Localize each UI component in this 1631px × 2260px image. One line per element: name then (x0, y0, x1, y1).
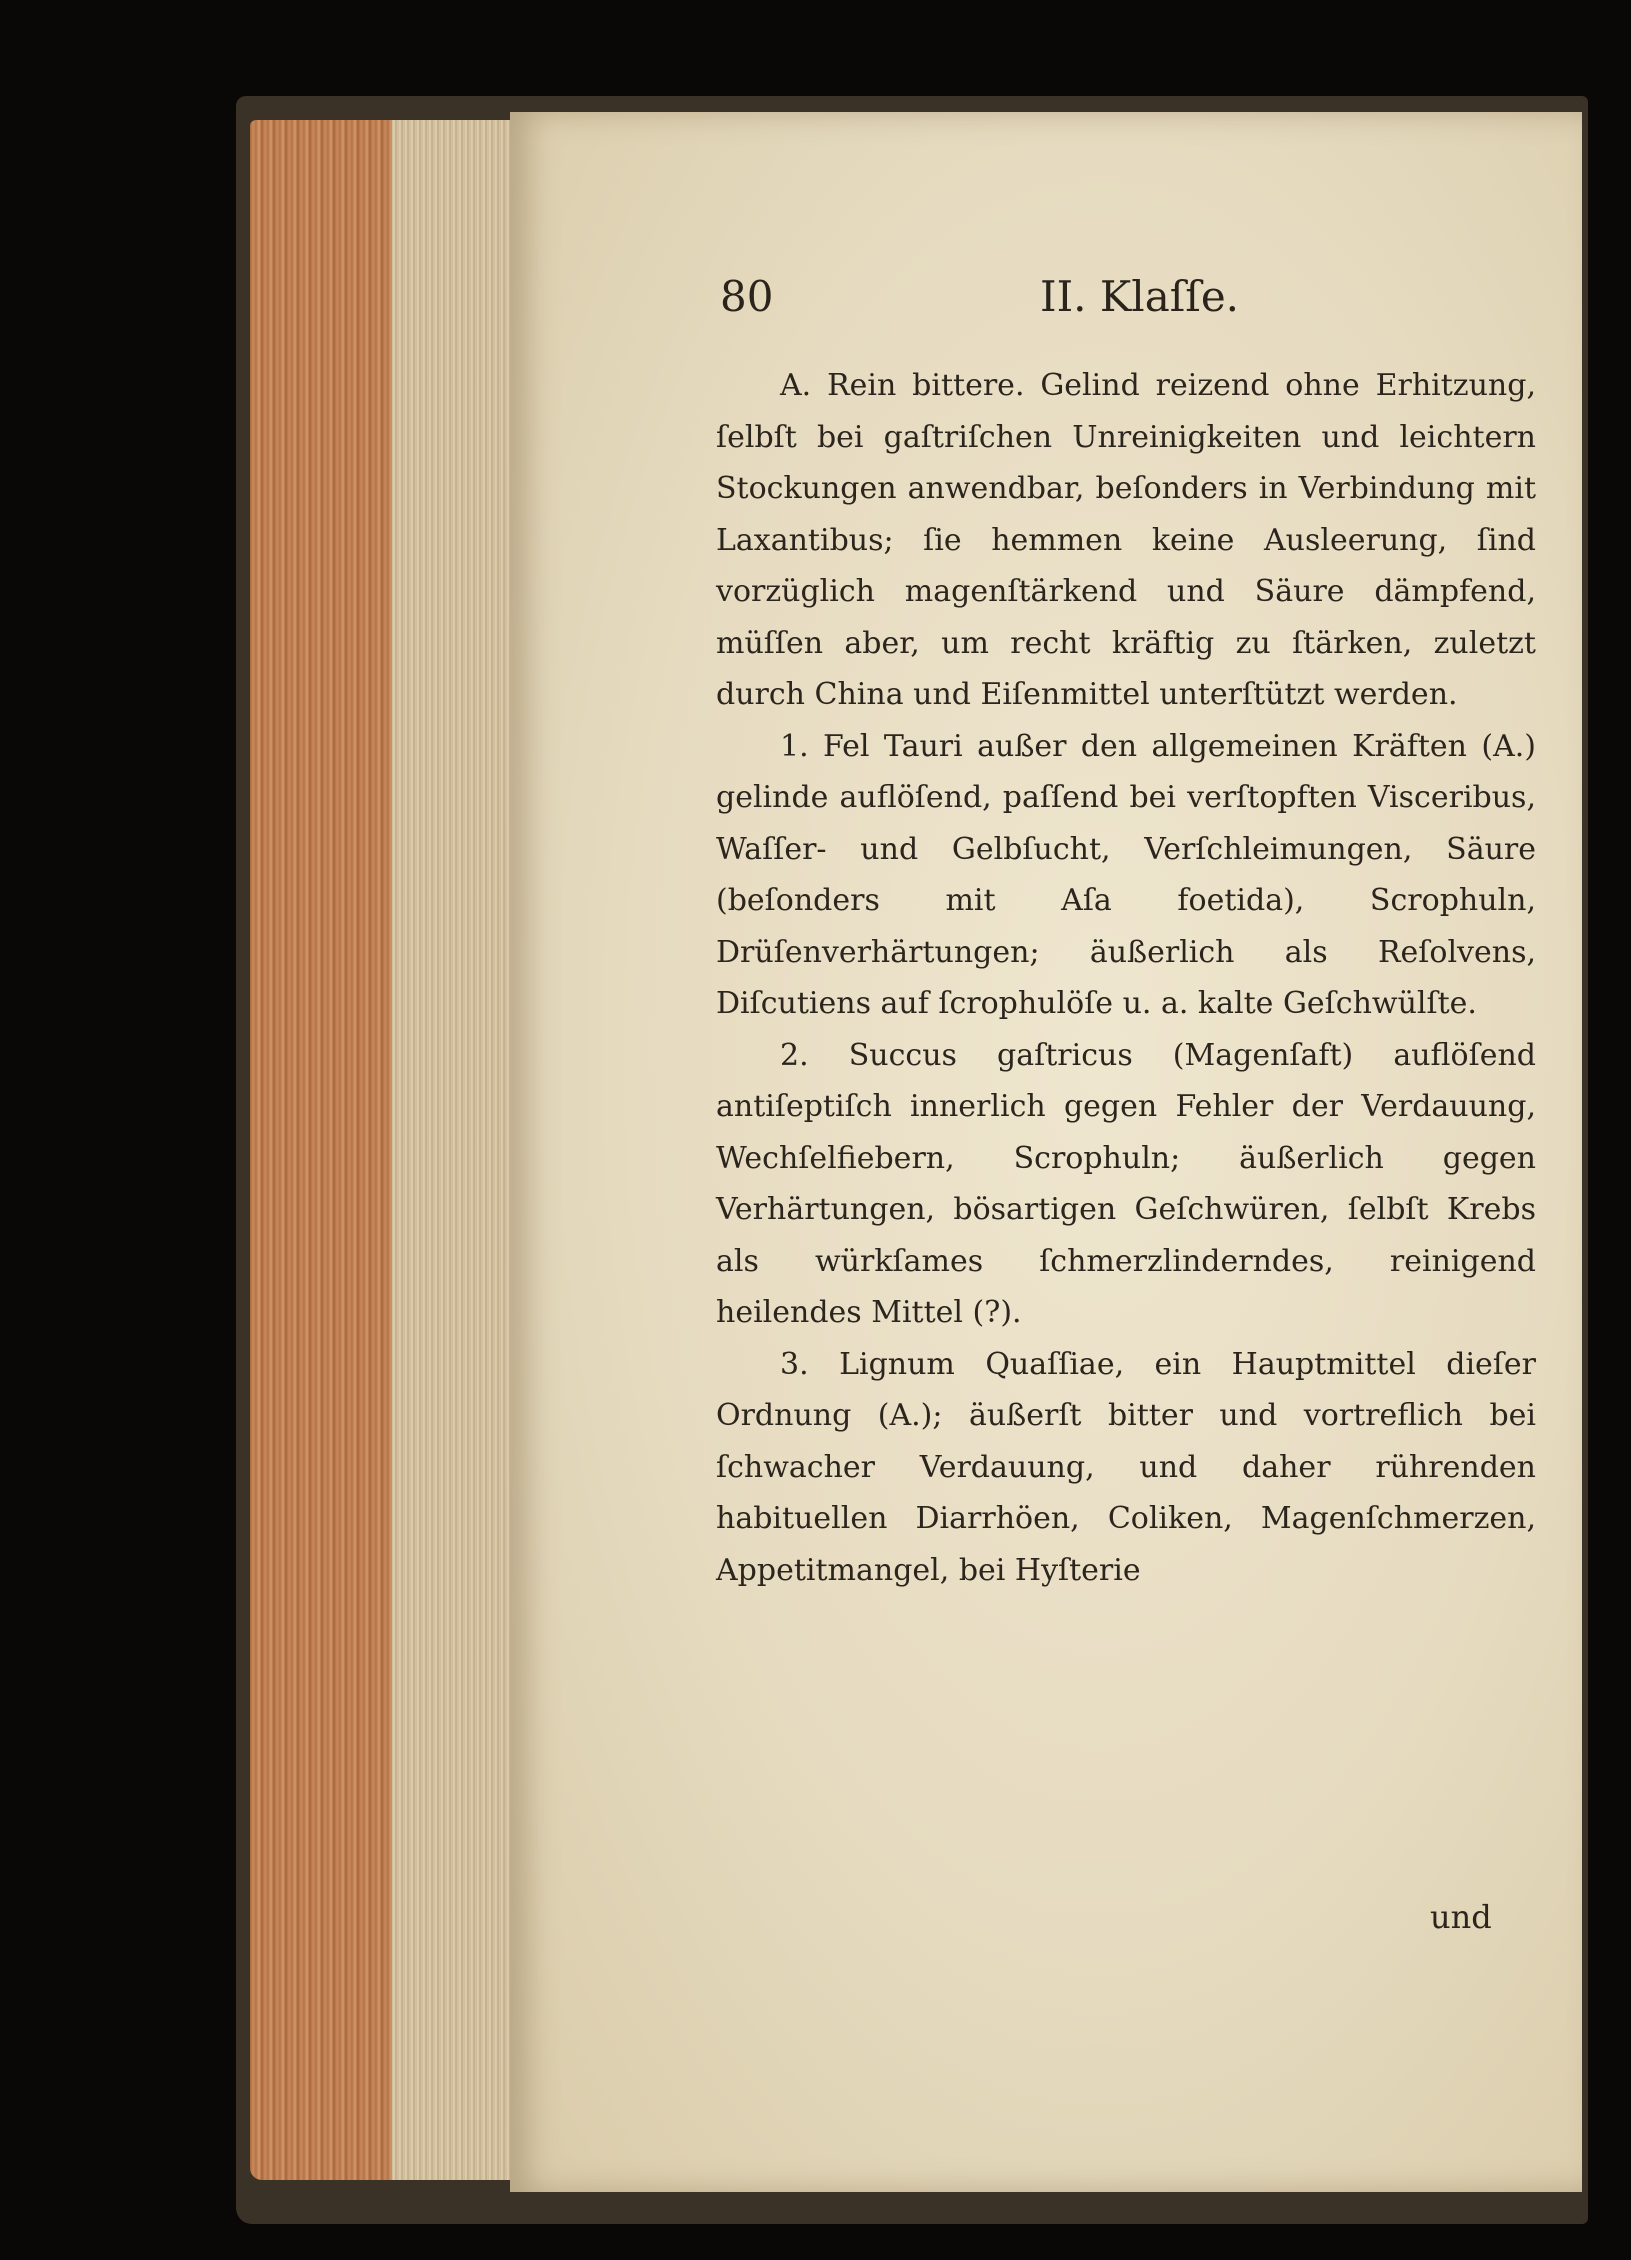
paragraph-intro: A. Rein bittere. Gelind reizend ohne Erhitzung, ſelbſt bei gaſtriſchen Unreinigkeiten und leichtern Stockungen anwendbar, beſonders in Verbindung mit Laxantibus; ſie hemmen keine Ausleerung, ſind vorzüglich magenſtärkend und Säure dämpfend, müſſen aber, um recht kräftig zu ſtärken, zuletzt durch China und Eiſenmittel unterſtützt werden. (716, 368, 1536, 712)
paragraph-fel-tauri: 1. Fel Tauri außer den allgemeinen Kräften (A.) gelinde auflöſend, paſſend bei verſtopften Visceribus, Waſſer- und Gelbſucht, Verſchleimungen, Säure (beſonders mit Aſa foetida), Scrophuln, Drüſenverhärtungen; äußerlich als Reſolvens, Diſcutiens auf ſcrophulöſe u. a. kalte Geſchwülſte. (716, 728, 1536, 1021)
catchword: und (1430, 1898, 1492, 1936)
page-number: 80 (720, 272, 774, 321)
paragraph-lignum-quassiae: 3. Lignum Quaſſiae, ein Hauptmittel dieſer Ordnung (A.); äußerſt bitter und vortreflich bei ſchwacher Verdauung, und daher rührenden habituellen Diarrhöen, Coliken, Magenſchmerzen, Appetitmangel, bei Hyſterie (716, 1346, 1536, 1588)
body-text (716, 360, 1536, 1596)
running-head: II. Klaſſe. (1040, 272, 1240, 321)
page-edges (250, 120, 512, 2180)
paragraph-succus-gastricus: 2. Succus gaſtricus (Magenſaft) auflöſend antiſeptiſch innerlich gegen Fehler der Verdauung, Wechſelfiebern, Scrophuln; äußerlich gegen Verhärtungen, bösartigen Geſchwüren, ſelbſt Krebs als würkſames ſchmerzlinderndes, reinigend heilendes Mittel (?). (716, 1037, 1536, 1330)
